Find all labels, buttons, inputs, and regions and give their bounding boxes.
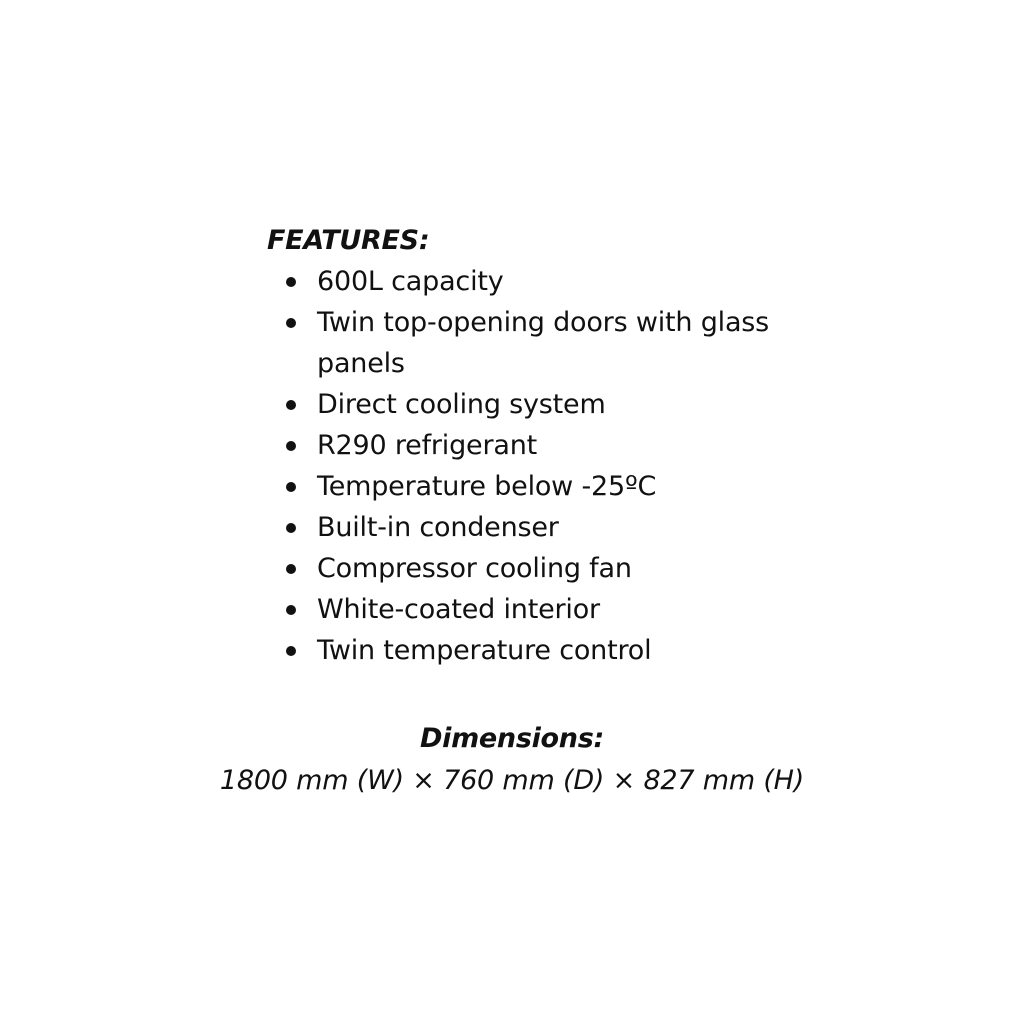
- feature-text: Built-in condenser: [317, 512, 559, 543]
- dimensions-heading: Dimensions:: [420, 723, 604, 754]
- bullet-icon: [286, 441, 296, 451]
- feature-item: [267, 466, 827, 507]
- feature-text: Temperature below -25ºC: [317, 471, 657, 502]
- features-heading: FEATURES:: [267, 225, 430, 256]
- bullet-icon: [286, 564, 296, 574]
- dimensions-section: [0, 718, 1024, 803]
- feature-text: Twin top-opening doors with glass panels: [317, 307, 770, 379]
- feature-text: Compressor cooling fan: [317, 553, 632, 584]
- feature-text: Twin temperature control: [317, 635, 652, 666]
- feature-text: 600L capacity: [317, 266, 504, 297]
- feature-item: [267, 548, 827, 589]
- feature-item: [267, 589, 827, 630]
- feature-item: [267, 630, 827, 671]
- feature-item: [267, 261, 827, 302]
- bullet-icon: [286, 400, 296, 410]
- bullet-icon: [286, 523, 296, 533]
- feature-item: [267, 425, 827, 466]
- bullet-icon: [286, 318, 296, 328]
- feature-item: [267, 507, 827, 548]
- feature-text: White-coated interior: [317, 594, 600, 625]
- bullet-icon: [286, 605, 296, 615]
- bullet-icon: [286, 646, 296, 656]
- feature-item: [267, 302, 827, 384]
- features-section: [267, 220, 827, 671]
- bullet-icon: [286, 482, 296, 492]
- feature-text: R290 refrigerant: [317, 430, 537, 461]
- feature-text: Direct cooling system: [317, 389, 606, 420]
- feature-item: [267, 384, 827, 425]
- feature-list: [267, 261, 827, 671]
- dimensions-value: 1800 mm (W) × 760 mm (D) × 827 mm (H): [219, 765, 805, 796]
- bullet-icon: [286, 277, 296, 287]
